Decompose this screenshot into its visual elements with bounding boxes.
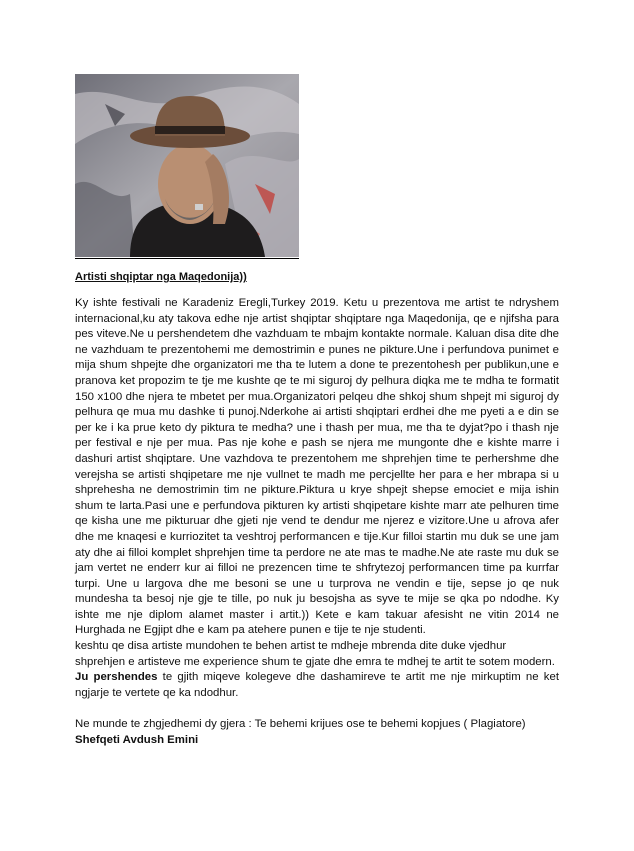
article-paragraph-1: Ky ishte festivali ne Karadeniz Eregli,Turkey 2019. Ketu u prezentova me artist te ndryshem internacional,ku aty takova edhe nje artist shqiptar shqiptare nga Maqedonija, qe e njifsha para pes viteve.Ne u pershendetem dhe vazhduam te mbajm kontakte normale. Kaluan disa dite dhe ne vazhduam te prezentohemi me demostrimin e punes ne pikture.Une i perfundova punimet e mija shum shpejte dhe organizatori me tha te lutem a done te prezentohesh per publikun,une e pranova ket propozim te tje me kushte qe te mi siguroj dy pelhura diqka me te mdha te formatit 150 x100 dhe njera te mbetet per mua.Organizatori pelqeu dhe shkoj shum shpejt mi siguroj dy pelhura qe mua mu dashke ti punoj.Nderkohe ai artisti shqiptari erdhei dhe me pyeti a e din se per ke i ka prue keto dy piktura te medha? une i thash per mua, me tha te dyjat?po i thash nje per festival e nje per mua. Pas nje kohe e pash se njera me mungonte dhe e kishte marre i dashuri artist shqiptare. Une vazhdova te prezentohem me shprehjen time te perhershme dhe verejsha se artisti shqipetare me nje vullnet te madh me percjellte her para e her mbrapa si u shprehesha ne demostrimin tim ne pikture.Piktura u kryе shpejt shepse emociet e mija ishin shum te larta.Pasi une e perfundova pikturen ky artisti shqipetare kishte marr ate pelhuren time qe kisha une me pikturuar dhe gjeti nje vend te dendur me njerez e vizitore.Une u afrova afer dhe me knaqesi e kurriozitet ta veshtroj performancen e tije.Kur filloi startin mu duk se une jam aty dhe ai filloi komplet shprehjen time ta perdore ne ate mas te madhe.Ne ate raste mu duk se jam vertet ne enderr kur ai filloi ne prezencen time te shfrytezoj performancen time pa kurrfar turpi. Une u largova dhe me besoni se une u turprova ne vendin e tije, sepse jo qe nuk mundesha ta besoj nje gje te tille, po nuk ju besojsha as syve te mije se qka po ndodhe. Ky ishte me nje diplom alamet master i artit.)) Kete e kam takuar afesisht ne vitin 2014 ne Hurghada ne Egjipt dhe e kam pa atehere punen e tije te nje studenti. bbox=[75, 297, 559, 637]
greeting-paragraph bbox=[75, 670, 559, 701]
closing-line: Ne munde te zhgjedhemi dy gjera : Te behemi krijues ose te behemi kopjues ( Plagiatore) bbox=[75, 718, 526, 731]
artist-portrait-photo bbox=[75, 74, 299, 257]
paragraph-spacer bbox=[75, 701, 559, 717]
article-heading: Artisti shqiptar nga Maqedonija)) bbox=[75, 271, 247, 283]
photo-underline bbox=[75, 258, 299, 259]
greeting-rest-text: te gjith miqeve kolegeve dhe dashamireve te artit me nje mirkuptim ne ket ngjarje te vertete qe ka ndodhur. bbox=[75, 671, 559, 699]
greeting-bold-text: Ju pershendes bbox=[75, 671, 158, 684]
article-paragraph-2: keshtu qe disa artiste mundohen te behen artist te mdheje mbrenda dite duke vjedhur shprehjen e artisteve me experience shum te gjate dhe emra te mdhej te artit te sotem modern. bbox=[75, 640, 555, 668]
signature: Shefqeti Avdush Emini bbox=[75, 733, 199, 746]
article-body bbox=[75, 296, 559, 748]
